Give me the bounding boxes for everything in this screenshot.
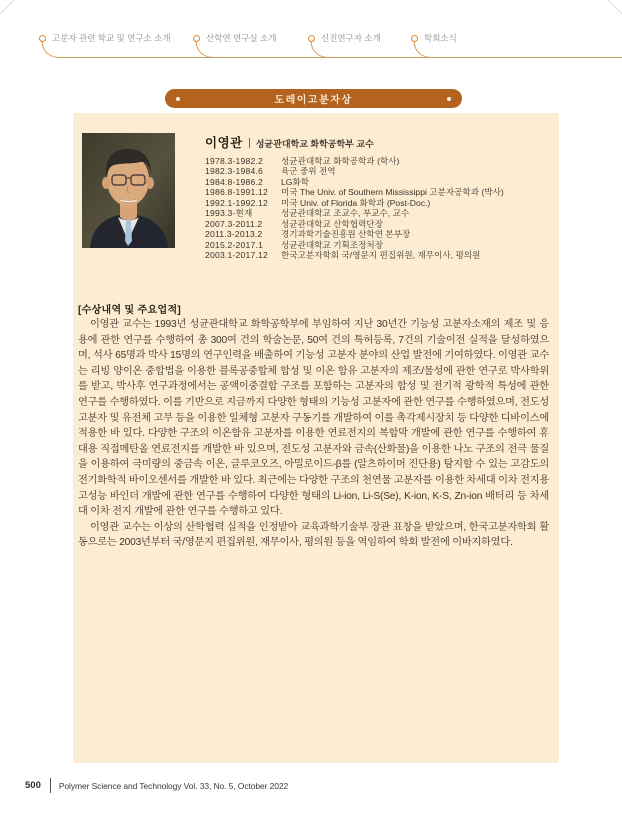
- career-period: 2011.3-2013.2: [205, 229, 263, 240]
- footer-journal-title: Polymer Science and Technology Vol. 33, No. 5, October 2022: [58, 780, 289, 791]
- career-desc: 경기과학기술진흥원 산학연 본부장: [281, 229, 411, 240]
- nav-item-society-news[interactable]: 학회소식: [424, 33, 457, 43]
- page-corner-mark-top-left: [0, 0, 22, 22]
- banner-dot-icon: [447, 97, 451, 101]
- career-desc: 미국 Univ. of Florida 화학과 (Post-Doc.): [281, 197, 431, 208]
- page-footer: [25, 778, 288, 793]
- career-period: 1982.3-1984.6: [205, 166, 264, 177]
- achievements-body: [78, 317, 549, 551]
- career-row: [205, 240, 557, 250]
- achievements-paragraph-1: 이영관 교수는 1993년 성균관대학교 화학공학부에 부임하여 지난 30년간 기능성 고분자소재의 제조 및 응용에 관한 연구를 수행하여 총 300여 건의 학술논문, 50여 건의 특허등록, 7건의 기술이전 실적을 달성하였으며, 석사 65명과 박사 15명의 연구인력을 배출하여 기능성 고분자 분야의 산업 발전에 기여하였다. 이영관 교수는 리빙 양이온 중합법을 이용한 블록공중합체 합성 및 이온 함유 고분자의 제조/물성에 관한 연구로 박사학위를 받고, 박사후 연구과정에서는 공액이중결합 구조를 포함하는 고분자의 합성 및 전기적 광학적 특성에 관한 연구를 수행하였다. 이를 기반으로 지금까지 다양한 형태의 기능성 고분자에 관한 연구를 수행하였으며, 전도성 고분자 및 유전체 고무 등을 이용한 일체형 고분자 구동기를 개발하여 이를 촉각제시장치 등 다양한 디바이스에 적용한 바 있다. 다양한 구조의 이온함유 고분자를 이용한 연료전지의 복합막 개발에 관한 연구를 수행하여 휴대용 직접메탄올 연료전지를 개발한 바 있으며, 전도성 고분자와 금속(산화물)을 이용한 나노 구조의 전극 물질을 이용하여 극미량의 중금속 이온, 글루코오즈, 아밀로이드-β를 (알츠하이머 진단용) 탐지할 수 있는 고감도의 전기화학적 바이오센서를 개발한 바 있다. 최근에는 다양한 구조의 천연물 고분자를 이용한 차세대 이차 전지용 고성능 바인더 개발에 관한 연구를 수행하여 다양한 형태의 Li-ion, Li-S(Se), K-ion, K-S, Zn-ion 배터리 등 차세대 이차 전지 개발에 관한 연구를 수행하고 있다.: [78, 319, 549, 518]
- page-corner-mark-top-right: [600, 0, 622, 22]
- nav-item-new-researchers[interactable]: 신진연구자 소개: [321, 33, 381, 43]
- career-row: [205, 219, 557, 229]
- banner-dot-icon: [176, 97, 180, 101]
- career-row: [205, 187, 557, 197]
- career-period: 1984.8-1986.2: [205, 176, 264, 187]
- award-title-banner: [165, 89, 462, 108]
- career-desc: 미국 The Univ. of Southern Mississippi 고분자공학과 (박사): [281, 187, 504, 198]
- career-row: [205, 177, 557, 187]
- career-desc: 육군 중위 전역: [281, 166, 336, 177]
- career-row: [205, 229, 557, 239]
- career-desc: 성균관대학교 기획조정처장: [281, 239, 384, 250]
- career-period: 2007.3-2011.2: [205, 218, 263, 229]
- achievements-heading: [수상내역 및 주요업적]: [78, 305, 182, 316]
- career-period: 2003.1-2017.12: [205, 250, 269, 261]
- achievements-paragraph-2: 이영관 교수는 이상의 산학협력 실적을 인정받아 교육과학기술부 장관 표창을 받았으며, 한국고분자학회 활동으로는 2003년부터 국/영문지 편집위원, 재무이사, 평의원 등을 역임하여 학회 발전에 이바지하였다.: [78, 521, 549, 549]
- career-desc: 성균관대학교 조교수, 부교수, 교수: [281, 208, 410, 219]
- name-affiliation-divider: [249, 138, 250, 148]
- career-row: [205, 156, 557, 166]
- profile-photo: [82, 133, 175, 248]
- career-timeline: [205, 156, 557, 261]
- career-row: [205, 208, 557, 218]
- career-desc: LG화학: [281, 176, 310, 187]
- career-period: 1993.3-현재: [205, 208, 253, 219]
- career-period: 1992.1-1992.12: [205, 197, 269, 208]
- nav-marker-icon: [411, 35, 418, 42]
- career-desc: 한국고분자학회 국/영문지 편집위원, 재무이사, 평의원: [281, 250, 481, 261]
- nav-marker-icon: [193, 35, 200, 42]
- career-row: [205, 198, 557, 208]
- career-row: [205, 166, 557, 176]
- career-period: 1978.3-1982.2: [205, 156, 264, 166]
- career-desc: 성균관대학교 화학공학과 (학사): [281, 156, 400, 166]
- profile-header: [205, 133, 545, 149]
- career-row: [205, 250, 557, 260]
- footer-page-number: 500: [25, 780, 41, 791]
- profile-name: 이영관: [205, 136, 243, 150]
- footer-divider: [50, 778, 51, 793]
- nav-item-schools-institutes[interactable]: 고분자 관련 학교 및 연구소 소개: [52, 33, 171, 43]
- profile-affiliation: 성균관대학교 화학공학부 교수: [255, 139, 374, 149]
- nav-marker-icon: [39, 35, 46, 42]
- career-desc: 성균관대학교 산학협력단장: [281, 218, 384, 229]
- nav-marker-icon: [308, 35, 315, 42]
- nav-item-industry-academia-labs[interactable]: 산학연 연구실 소개: [206, 33, 277, 43]
- career-period: 1986.8-1991.12: [205, 187, 269, 198]
- award-title: 도레이고분자상: [274, 95, 353, 106]
- career-period: 2015.2-2017.1: [205, 239, 264, 250]
